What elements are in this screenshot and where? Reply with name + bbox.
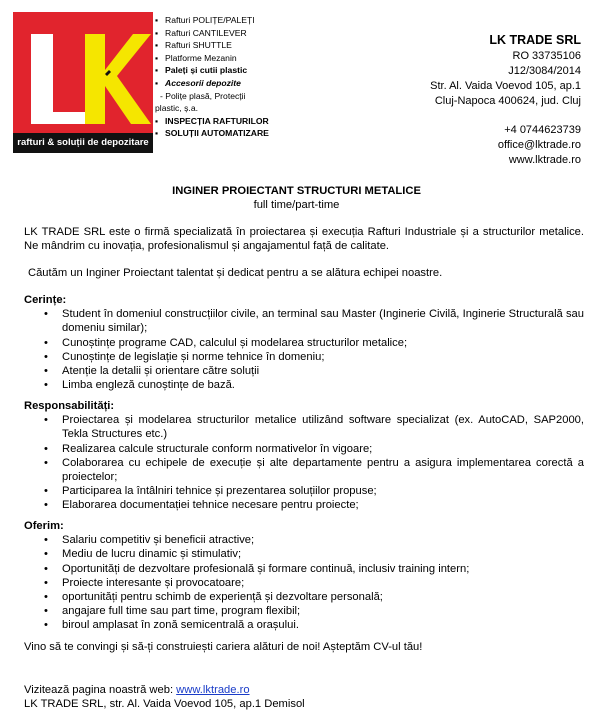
footer-address: LK TRADE SRL, str. Al. Vaida Voevod 105, ap.1 Demisol — [24, 698, 305, 711]
company-vat: RO 33735106 — [512, 50, 581, 62]
service-label: Accesorii depozite — [165, 77, 241, 88]
bullet-icon: ▪ — [155, 52, 159, 63]
service-label: Rafturi CANTILEVER — [165, 27, 247, 38]
job-type: full time/part-time — [253, 199, 340, 211]
bullet-icon: ▪ — [155, 27, 159, 38]
service-label: Paleți și cutii plastic — [165, 65, 248, 76]
responsibilities-heading: Responsabilități: — [24, 400, 115, 412]
bullet-icon: ▪ — [155, 115, 159, 126]
responsibilities-list — [24, 413, 584, 512]
service-label: Rafturi SHUTTLE — [165, 40, 232, 51]
offer-heading: Oferim: — [24, 520, 64, 532]
service-item — [155, 52, 275, 65]
intro-paragraph: LK TRADE SRL este o firmă specializată în proiectarea și execuția Rafturi Industriale și a structurilor metalice. Ne mândrim cu inovația, profesionalismul și angajamentul față de calitate. — [24, 226, 584, 253]
offer-list — [24, 533, 584, 632]
list-item: • Elaborarea documentației tehnice necesare pentru proiecte; — [24, 498, 584, 512]
company-info — [430, 33, 581, 168]
service-label: Rafturi POLIȚE/PALEȚI — [165, 15, 255, 25]
service-item — [155, 127, 275, 140]
service-label: INSPECȚIA RAFTURILOR — [165, 115, 269, 126]
job-title: INGINER PROIECTANT STRUCTURI METALICE — [172, 185, 421, 197]
list-item: • Student în domeniul construcțiilor civile, an terminal sau Master (Inginerie Civilă, Inginerie Structurală sau domeniu similar); — [24, 307, 584, 335]
bullet-icon: ▪ — [155, 77, 159, 88]
bullet-icon: ▪ — [155, 40, 159, 51]
service-label: SOLUȚII AUTOMATIZARE — [165, 128, 269, 139]
list-item: • Participarea la întâlniri tehnice și prezentarea soluțiilor propuse; — [24, 484, 584, 498]
list-item: • Cunoștințe programe CAD, calculul și modelarea structurilor metalice; — [24, 336, 584, 350]
company-street: Str. Al. Vaida Voevod 105, ap.1 — [430, 80, 581, 92]
list-item: • Oportunități de dezvoltare profesională și formare continuă, inclusiv training intern; — [24, 562, 584, 576]
services-list — [155, 14, 275, 140]
service-item — [155, 64, 275, 77]
service-label: plastic, ș.a. — [155, 103, 198, 114]
list-item: • Mediu de lucru dinamic și stimulativ; — [24, 547, 584, 561]
service-item — [155, 102, 275, 115]
service-label: Platforme Mezanin — [165, 52, 237, 63]
company-phone: +4 0744623739 — [504, 124, 581, 136]
list-item: • Colaborarea cu echipele de execuție și alte departamente pentru a asigura implementarea corectă a proiectelor; — [24, 456, 584, 484]
service-label: - Polițe plasă, Protecții — [160, 90, 246, 101]
footer-visit-line — [24, 683, 584, 697]
service-item — [155, 77, 275, 90]
list-item: • Salariu competitiv și beneficii atractive; — [24, 533, 584, 547]
service-item — [155, 14, 275, 27]
company-website[interactable]: www.lktrade.ro — [508, 154, 581, 166]
company-city: Cluj-Napoca 400624, jud. Cluj — [434, 95, 581, 107]
offer-section — [24, 519, 584, 633]
list-item: • Realizarea calcule structurale conform normativelor în vigoare; — [24, 442, 584, 456]
requirements-list — [24, 307, 584, 392]
list-item: • angajare full time sau part time, program flexibil; — [24, 604, 584, 618]
footer-website-link[interactable]: www.lktrade.ro — [176, 684, 250, 696]
list-item: • biroul amplasat în zonă semicentrală a orașului. — [24, 618, 584, 632]
company-email[interactable]: office@lktrade.ro — [497, 139, 581, 151]
service-item — [155, 90, 275, 103]
list-item: • oportunități pentru schimb de experiență și dezvoltare personală; — [24, 590, 584, 604]
bullet-icon: ▪ — [155, 65, 159, 76]
company-logo — [13, 12, 153, 153]
responsibilities-section — [24, 399, 584, 513]
requirements-heading: Cerințe: — [24, 294, 67, 306]
bullet-icon: ▪ — [155, 128, 159, 139]
list-item: • Proiecte interesante și provocatoare; — [24, 576, 584, 590]
footer — [24, 683, 584, 711]
logo-tagline: rafturi & soluții de depozitare — [13, 133, 153, 153]
requirements-section — [24, 293, 584, 392]
service-item — [155, 115, 275, 128]
closing-paragraph: Vino să te convingi și să-ți construiești cariera alături de noi! Așteptăm CV-ul tău! — [24, 641, 423, 653]
footer-visit-label: Vizitează pagina noastră web: — [24, 684, 174, 696]
service-item — [155, 39, 275, 52]
seeking-paragraph: Căutăm un Inginer Proiectant talentat și dedicat pentru a se alătura echipei noastre. — [28, 267, 443, 279]
list-item: • Atenție la detalii și orientare către soluții — [24, 364, 584, 378]
bullet-icon: ▪ — [155, 15, 159, 25]
list-item: • Limba engleză cunoștințe de bază. — [24, 378, 584, 392]
list-item: • Proiectarea și modelarea structurilor metalice utilizând software specializat (ex. AutoCAD, SAP2000, Tekla Structures etc.) — [24, 413, 584, 441]
job-heading — [0, 184, 593, 212]
service-item — [155, 27, 275, 40]
company-name: LK TRADE SRL — [489, 33, 581, 47]
lk-letters-graphic — [13, 12, 153, 133]
company-registration: J12/3084/2014 — [508, 65, 581, 77]
list-item: • Cunoștințe de legislație și norme tehnice în domeniu; — [24, 350, 584, 364]
